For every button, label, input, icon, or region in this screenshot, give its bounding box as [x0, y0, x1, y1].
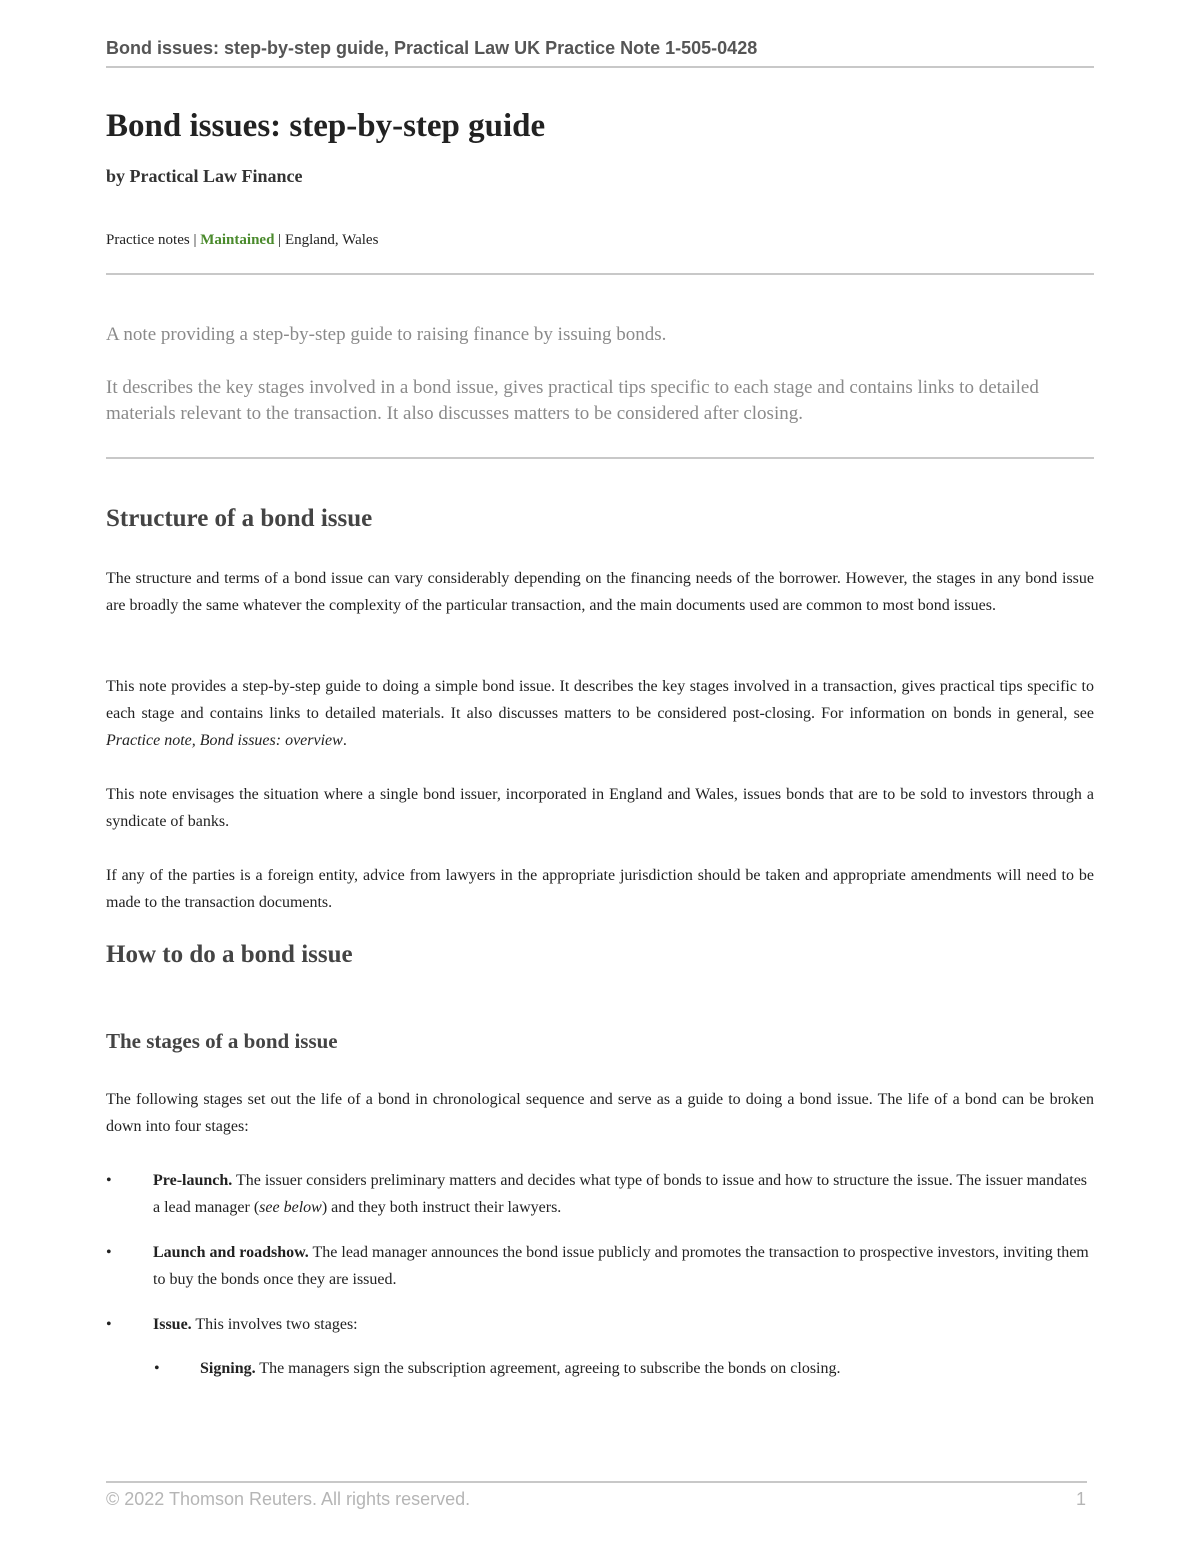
paragraph-text: This note provides a step-by-step guide to doing a simple bond issue. It describes the key stages involved in a transaction, gives practical tips specific to each stage and contains links to detailed materials. It also discusses matters to be considered post-closing. For information on bonds in general, see — [106, 678, 1094, 722]
bullet-icon: • — [106, 1244, 112, 1261]
section-heading-structure: Structure of a bond issue — [106, 505, 373, 532]
sub-list-item-body: The managers sign the subscription agreement, agreeing to subscribe the bonds on closing. — [255, 1360, 841, 1377]
subsection-heading-stages: The stages of a bond issue — [106, 1029, 338, 1053]
footer-copyright: © 2022 Thomson Reuters. All rights reserved. — [106, 1489, 471, 1509]
intro-description: It describes the key stages involved in a bond issue, gives practical tips specific to each stage and contains links to detailed materials relevant to the transaction. It also discusses matters to be considered after closing. — [106, 377, 1039, 424]
bullet-icon: • — [106, 1316, 112, 1333]
paragraph: The structure and terms of a bond issue can vary considerably depending on the financing needs of the borrower. However, the stages in any bond issue are broadly the same whatever the complexity of the particular transaction, and the main documents used are common to most bond issues. — [106, 570, 1094, 614]
practice-note-link[interactable]: Practice note, Bond issues: overview — [106, 732, 343, 749]
list-item-text — [153, 1167, 1094, 1221]
meta-divider — [106, 273, 1094, 275]
page-number: 1 — [1076, 1489, 1087, 1509]
list-item-body: The issuer considers preliminary matters and decides what type of bonds to issue and how to structure the issue. The issuer mandates a lead manager ( — [153, 1172, 1088, 1216]
meta-type[interactable]: Practice notes — [106, 232, 190, 248]
see-below-link[interactable]: see below — [259, 1199, 322, 1216]
sub-list-item-text — [200, 1355, 1094, 1382]
intro-divider — [106, 457, 1094, 459]
document-meta — [106, 232, 378, 249]
header-divider — [106, 66, 1094, 68]
byline: by Practical Law Finance — [106, 166, 303, 186]
paragraph-suffix: . — [342, 732, 347, 749]
intro-summary: A note providing a step-by-step guide to raising finance by issuing bonds. — [106, 324, 667, 345]
meta-jurisdiction[interactable]: England, Wales — [284, 232, 379, 248]
status-badge: Maintained — [200, 232, 275, 248]
list-item-label: Launch and roadshow. — [153, 1244, 309, 1261]
meta-separator: | — [193, 232, 197, 248]
paragraph: This note envisages the situation where a single bond issuer, incorporated in England and Wales, issues bonds that are to be sold to investors through a syndicate of banks. — [106, 786, 1094, 830]
list-item-text — [153, 1311, 1094, 1338]
footer-divider — [106, 1481, 1087, 1483]
running-header: Bond issues: step-by-step guide, Practical Law UK Practice Note 1-505-0428 — [106, 38, 758, 58]
list-item-label: Issue. — [153, 1316, 192, 1333]
paragraph: The following stages set out the life of a bond in chronological sequence and serve as a guide to doing a bond issue. The life of a bond can be broken down into four stages: — [106, 1091, 1094, 1135]
list-item-text — [153, 1239, 1094, 1293]
section-heading-how-to: How to do a bond issue — [106, 941, 353, 968]
bullet-icon: • — [106, 1172, 112, 1189]
list-item-body: The lead manager announces the bond issue publicly and promotes the transaction to prospective investors, inviting them to buy the bonds once they are issued. — [153, 1244, 1089, 1288]
bullet-icon: • — [154, 1360, 160, 1377]
paragraph — [106, 673, 1094, 754]
page-title: Bond issues: step-by-step guide — [106, 108, 546, 144]
list-item-label: Pre-launch. — [153, 1172, 233, 1189]
list-item-body: This involves two stages: — [191, 1316, 358, 1333]
paragraph: If any of the parties is a foreign entity, advice from lawyers in the appropriate jurisdiction should be taken and appropriate amendments will need to be made to the transaction documents. — [106, 867, 1094, 911]
list-item-body: ) and they both instruct their lawyers. — [321, 1199, 562, 1216]
sub-list-item-label: Signing. — [200, 1360, 256, 1377]
meta-separator: | — [278, 232, 282, 248]
